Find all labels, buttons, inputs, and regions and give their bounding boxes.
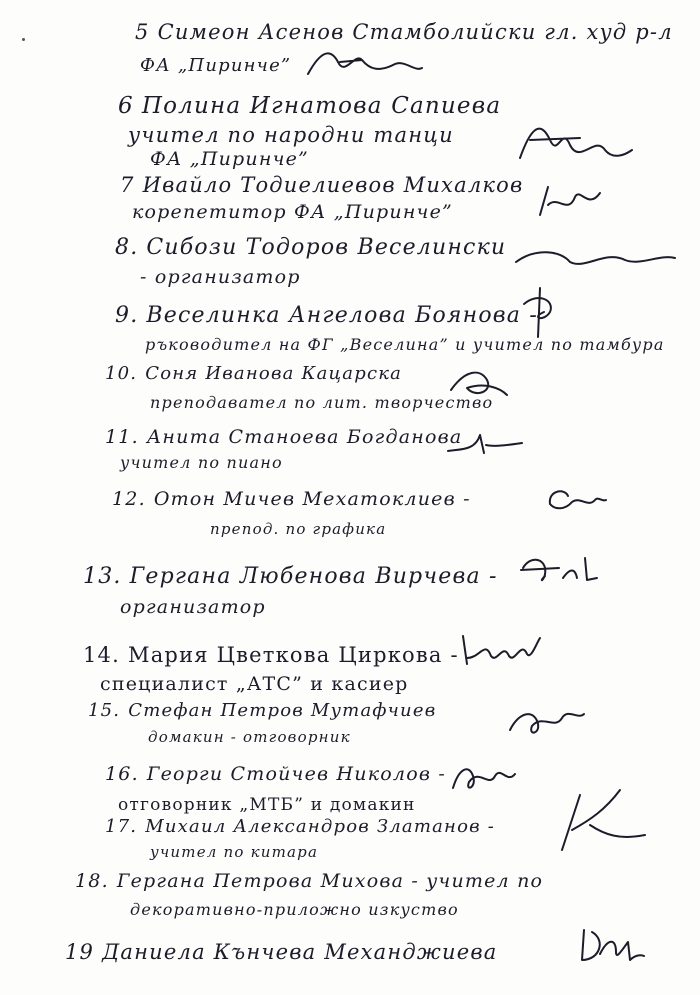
signature-13 (515, 548, 605, 593)
entry-18-name-line (75, 872, 543, 891)
entry-name: Гергана Петрова Михова - учител по (116, 870, 544, 892)
entry-14-name-line (83, 645, 459, 666)
signature-14 (455, 628, 545, 673)
entry-name: Соня Иванова Кацарска (145, 363, 403, 384)
entry-16-role: отговорник „МТБ” и домакин (118, 795, 416, 815)
entry-13-role: организатор (120, 596, 266, 618)
entry-number: 7 (120, 173, 135, 197)
entry-11-role: учител по пиано (120, 453, 283, 472)
entry-name: Гергана Любенова Вирчева - (129, 564, 498, 589)
entry-number: 10. (105, 363, 138, 384)
ink-dot (22, 38, 25, 41)
entry-name: Мария Цветкова Циркова - (128, 643, 459, 667)
entry-number: 8. (115, 235, 139, 260)
entry-name: Михаил Александров Златанов - (145, 816, 496, 837)
entry-5-role: ФА „Пиринче” (140, 55, 292, 76)
entry-11-name-line (105, 428, 462, 447)
entry-number: 5 (135, 20, 150, 44)
entry-6-role: учител по народни танци (128, 123, 454, 147)
entry-6-role2: ФА „Пиринче” (150, 148, 309, 170)
entry-number: 13. (83, 564, 122, 589)
entry-number: 18. (75, 870, 109, 892)
entry-5-name-line (135, 22, 673, 43)
entry-6-name-line (118, 95, 501, 118)
entry-number: 9. (115, 303, 139, 328)
entry-number: 14. (83, 643, 120, 667)
entry-14-role: специалист „АТС” и касиер (100, 673, 409, 695)
entry-number: 6 (118, 93, 134, 119)
entry-8-role: - организатор (140, 266, 301, 288)
entry-9-role: ръководител на ФГ „Веселина” и учител по тамбура (145, 335, 665, 354)
entry-15-role: домакин - отговорник (148, 728, 351, 746)
entry-17-name-line (105, 818, 495, 836)
entry-15-name-line (88, 702, 436, 720)
entry-7-name-line (120, 175, 523, 196)
entry-8-name-line (115, 237, 506, 259)
signature-15 (500, 700, 590, 745)
signature-6 (510, 110, 640, 170)
entry-name: Стефан Петров Мутафчиев (128, 700, 437, 721)
entry-10-name-line (105, 365, 402, 383)
entry-12-name-line (112, 490, 471, 509)
entry-17-role: учител по китара (150, 843, 319, 861)
signature-16 (445, 758, 525, 798)
entry-name: Веселинка Ангелова Боянова - (146, 303, 538, 328)
entry-name: Отон Мичев Мехатоклиев - (153, 488, 471, 510)
entry-number: 16. (105, 763, 139, 785)
signature-17 (550, 780, 660, 860)
entry-18-role: декоративно-приложно изкуство (130, 900, 459, 919)
entry-number: 17. (105, 816, 138, 837)
signature-12 (540, 482, 610, 517)
entry-7-role: корепетитор ФА „Пиринче” (132, 201, 453, 223)
signature-19 (570, 920, 650, 970)
entry-name: Сибози Тодоров Веселински (146, 235, 507, 260)
entry-number: 19 (65, 940, 95, 964)
entry-number: 11. (105, 426, 139, 448)
entry-12-role: препод. по графика (210, 520, 387, 538)
signature-8 (510, 240, 680, 280)
entry-number: 15. (88, 700, 121, 721)
signature-5 (300, 42, 430, 87)
entry-name: Симеон Асенов Стамболийски гл. худ р-л (157, 20, 673, 44)
signature-10 (445, 360, 515, 405)
entry-19-name-line (65, 942, 497, 963)
signature-11 (440, 425, 530, 460)
signature-9 (510, 282, 570, 342)
entry-name: Анита Станоева Богданова (146, 426, 463, 448)
entry-name: Ивайло Тодиелиевов Михалков (142, 173, 524, 197)
entry-10-role: преподавател по лит. творчество (150, 393, 494, 412)
entry-16-name-line (105, 765, 446, 784)
signature-7 (530, 175, 610, 225)
entry-13-name-line (83, 566, 498, 588)
entry-name: Полина Игнатова Сапиева (141, 93, 502, 119)
entry-name: Георги Стойчев Николов - (146, 763, 446, 785)
entry-name: Даниела Кънчева Механджиева (102, 940, 498, 964)
entry-9-name-line (115, 305, 538, 327)
entry-number: 12. (112, 488, 146, 510)
